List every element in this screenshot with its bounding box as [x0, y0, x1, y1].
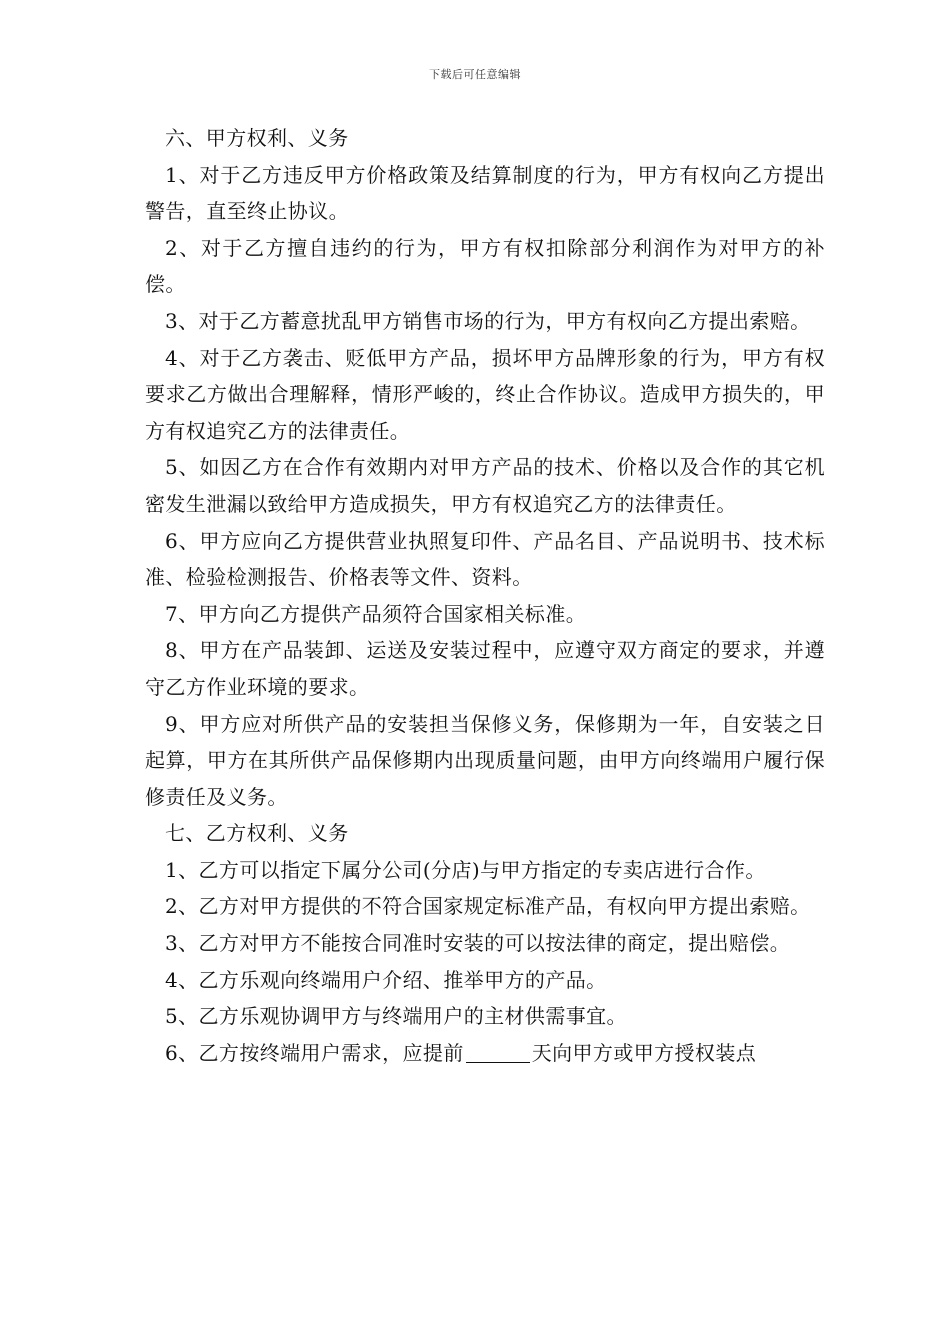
section6-item-3: 3、对于乙方蓄意扰乱甲方销售市场的行为，甲方有权向乙方提出索赔。 — [165, 308, 811, 333]
section6-heading: 六、甲方权利、义务 — [165, 126, 349, 150]
section7-item-6-after-blank: 天向甲方或甲方授权装点 — [531, 1040, 757, 1065]
section6-item-8: 8、甲方在产品装卸、运送及安装过程中，应遵守双方商定的要求，并遵守乙方作业环境的要求。 — [145, 638, 825, 699]
section6-item-5: 5、如因乙方在合作有效期内对甲方产品的技术、价格以及合作的其它机密发生泄漏以致给甲方造成损失，甲方有权追究乙方的法律责任。 — [145, 455, 825, 516]
header-note: 下载后可任意编辑 — [429, 68, 521, 81]
section7-item-6 — [145, 1035, 825, 1072]
section7-heading: 七、乙方权利、义务 — [165, 821, 349, 846]
section6-item-9: 9、甲方应对所供产品的安装担当保修义务，保修期为一年，自安装之日起算，甲方在其所供产品保修期内出现质量问题，由甲方向终端用户履行保修责任及义务。 — [145, 711, 825, 809]
document-body — [145, 120, 825, 1071]
section7-item-4: 4、乙方乐观向终端用户介绍、推举甲方的产品。 — [165, 967, 607, 992]
section6-item-4: 4、对于乙方袭击、贬低甲方产品，损坏甲方品牌形象的行为，甲方有权要求乙方做出合理解释，情形严峻的，终止合作协议。造成甲方损失的，甲方有权追究乙方的法律责任。 — [145, 345, 825, 443]
section6-item-1: 1、对于乙方违反甲方价格政策及结算制度的行为，甲方有权向乙方提出警告，直至终止协议。 — [145, 162, 825, 224]
section7-item-1: 1、乙方可以指定下属分公司(分店)与甲方指定的专卖店进行合作。 — [165, 857, 766, 882]
section6-item-7: 7、甲方向乙方提供产品须符合国家相关标准。 — [165, 601, 587, 626]
fill-in-blank — [466, 1042, 530, 1063]
section7-item-2: 2、乙方对甲方提供的不符合国家规定标准产品，有权向甲方提出索赔。 — [165, 894, 811, 919]
section7-item-5: 5、乙方乐观协调甲方与终端用户的主材供需事宜。 — [165, 1004, 627, 1029]
section6-item-6: 6、甲方应向乙方提供营业执照复印件、产品名目、产品说明书、技术标准、检验检测报告、价格表等文件、资料。 — [145, 528, 825, 590]
section6-item-2: 2、对于乙方擅自违约的行为，甲方有权扣除部分利润作为对甲方的补偿。 — [145, 235, 825, 297]
section7-item-6-before-blank: 6、乙方按终端用户需求，应提前 — [165, 1040, 464, 1065]
section7-item-3: 3、乙方对甲方不能按合同准时安装的可以按法律的商定，提出赔偿。 — [165, 931, 791, 956]
